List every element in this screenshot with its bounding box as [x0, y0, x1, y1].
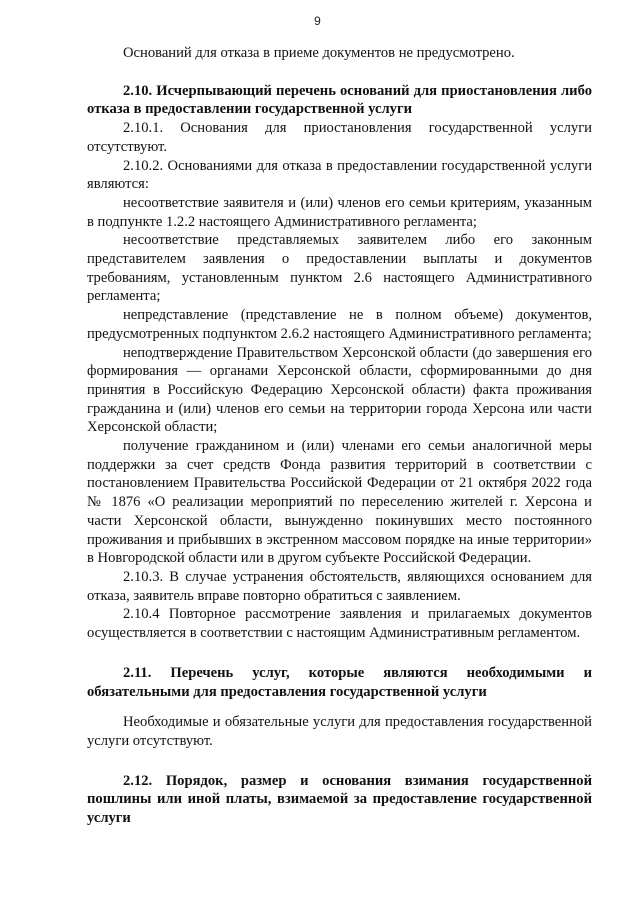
section-2-10-heading: 2.10. Исчерпывающий перечень оснований для приостановления либо отказа в предоставлении государственной услуги: [87, 82, 592, 118]
ground-item: несоответствие представляемых заявителем либо его законным представителем заявления о предоставлении выплаты и документов требованиям, установленным пунктом 2.6 настоящего Административного регламента;: [87, 232, 592, 305]
section-2-11-text: Необходимые и обязательные услуги для предоставления государственной услуги отсутствуют.: [87, 714, 592, 749]
intro-paragraph: Оснований для отказа в приеме документов не предусмотрено.: [123, 45, 515, 61]
ground-item: неподтверждение Правительством Херсонской области (до завершения его формирования — органами Херсонской области, сформированными до дня принятия в Российскую Федерацию Херсонской области) факта проживания гражданина и (или) членов его семьи на территории города Херсона или части Херсонской области;: [87, 344, 592, 436]
document-body: [87, 44, 592, 828]
section-2-11-heading: 2.11. Перечень услуг, которые являются необходимыми и обязательными для предоставления государственной услуги: [87, 664, 592, 700]
ground-item: несоответствие заявителя и (или) членов его семьи критериям, указанным в подпункте 1.2.2 настоящего Административного регламента;: [87, 194, 592, 230]
paragraph-2-10-4: 2.10.4 Повторное рассмотрение заявления и прилагаемых документов осуществляется в соответствии с настоящим Административным регламентом.: [87, 606, 592, 642]
ground-item: получение гражданином и (или) членами его семьи аналогичной меры поддержки за счет средств Фонда развития территорий в соответствии с постановлением Правительства Российской Федерации от 21 октября 2022 года № 1876 «О реализации мероприятий по переселению жителей г. Херсона и части Херсонской области, вынужденно покинувших место постоянного проживания и прибывших в экстренном массовом порядке на иные территории» в Новгородской области или в другом субъекте Российской Федерации.: [87, 438, 592, 567]
paragraph-2-10-3: 2.10.3. В случае устранения обстоятельств, являющихся основанием для отказа, заявитель вправе повторно обратиться с заявлением.: [87, 568, 592, 604]
section-2-12-heading: 2.12. Порядок, размер и основания взимания государственной пошлины или иной платы, взимаемой за предоставление государственной услуги: [87, 772, 592, 827]
page-number: 9: [314, 14, 321, 28]
paragraph-2-10-1: 2.10.1. Основания для приостановления государственной услуги отсутствуют.: [87, 120, 592, 155]
ground-item: непредставление (представление не в полном объеме) документов, предусмотренных подпунктом 2.6.2 настоящего Административного регламента;: [87, 307, 592, 342]
paragraph-2-10-2: 2.10.2. Основаниями для отказа в предоставлении государственной услуги являются:: [87, 157, 592, 193]
